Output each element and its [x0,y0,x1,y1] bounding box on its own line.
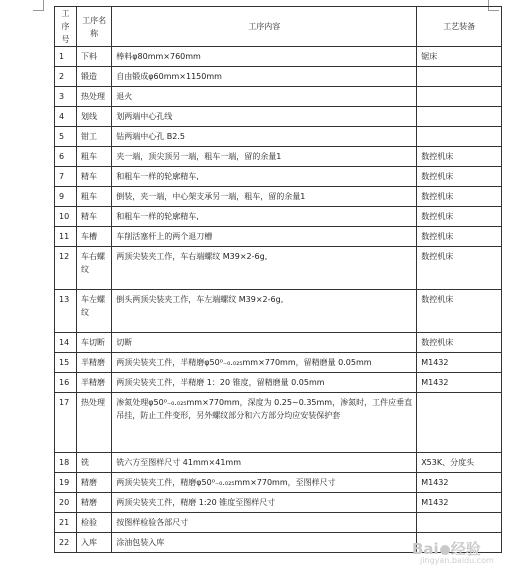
cell-step-no: 10 [55,207,77,227]
cell-step-content: 两顶尖装夹工件，半精磨 1：20 锥度，留精磨量 0.05mm [112,373,417,393]
cell-step-content: 倒装，夹一端，中心架支承另一端，粗车，留的余量1 [112,187,417,207]
cell-step-no: 20 [55,493,77,513]
header-step-content: 工序内容 [112,7,417,47]
table-row [55,207,502,227]
cell-equipment: 锯床 [417,47,502,67]
cell-step-content: 两顶尖装夹工件，精磨φ50⁰₋₀.₀₂₅mm×770mm，至图样尺寸 [112,473,417,493]
table-row [55,453,502,473]
cell-step-name: 检验 [77,513,112,533]
cell-step-content: 自由锻成φ60mm×1150mm [112,67,417,87]
cell-step-content: 划两端中心孔线 [112,107,417,127]
cell-equipment: X53K、分度头 [417,453,502,473]
table-row [55,147,502,167]
cell-equipment: M1432 [417,373,502,393]
cell-equipment [417,67,502,87]
cell-step-name: 下料 [77,47,112,67]
table-row [55,333,502,353]
cell-step-name: 精车 [77,207,112,227]
cell-step-no: 14 [55,333,77,353]
header-step-name: 工序名称 [77,7,112,47]
table-row [55,47,502,67]
table-row [55,473,502,493]
table-row [55,87,502,107]
cell-step-name: 铣 [77,453,112,473]
cell-equipment: 数控机床 [417,187,502,207]
table-row [55,393,502,453]
cell-step-name: 划线 [77,107,112,127]
cell-step-no: 7 [55,167,77,187]
cell-step-content: 车削活塞杆上的两个退刀槽 [112,227,417,247]
cell-equipment [417,127,502,147]
cell-step-name: 粗车 [77,147,112,167]
table-row [55,107,502,127]
cell-step-name: 入库 [77,533,112,553]
cell-step-name: 精车 [77,167,112,187]
cell-step-no: 13 [55,290,77,333]
cell-step-content: 切断 [112,333,417,353]
table-row [55,290,502,333]
cell-step-content: 棒料φ80mm×760mm [112,47,417,67]
cell-step-name: 车左螺纹 [77,290,112,333]
cell-step-no: 19 [55,473,77,493]
cell-step-content: 和粗车一样的轮廓精车, [112,167,417,187]
table-row [55,227,502,247]
cell-step-no: 22 [55,533,77,553]
cell-step-no: 17 [55,393,77,453]
cell-equipment: 数控机床 [417,147,502,167]
cell-step-content: 退火 [112,87,417,107]
table-row [55,353,502,373]
cell-step-no: 5 [55,127,77,147]
cell-step-name: 车右螺纹 [77,247,112,290]
table-row [55,373,502,393]
cell-step-name: 精磨 [77,473,112,493]
header-equipment: 工艺装备 [417,7,502,47]
cell-step-content: 铣六方至图样尺寸 41mm×41mm [112,453,417,473]
watermark-logo: Bai 经验 [412,540,481,558]
cell-step-content: 两顶尖装夹工作，车右端螺纹 M39×2-6g, [112,247,417,290]
cell-equipment: M1432 [417,493,502,513]
cell-step-no: 6 [55,147,77,167]
cell-step-name: 半精磨 [77,353,112,373]
cell-equipment: M1432 [417,353,502,373]
cell-step-name: 车槽 [77,227,112,247]
cell-step-no: 21 [55,513,77,533]
cell-step-name: 热处理 [77,393,112,453]
cell-step-name: 粗车 [77,187,112,207]
cell-equipment [417,107,502,127]
table-row [55,167,502,187]
cell-step-content: 两顶尖装夹工件，精磨 1:20 锥度至图样尺寸 [112,493,417,513]
cell-equipment [417,393,502,453]
cell-equipment: M1432 [417,473,502,493]
cell-step-no: 11 [55,227,77,247]
cell-step-no: 18 [55,453,77,473]
cell-equipment: 数控机床 [417,290,502,333]
table-row [55,493,502,513]
header-step-no: 工序号 [55,7,77,47]
cell-step-no: 1 [55,47,77,67]
cell-step-name: 半精磨 [77,373,112,393]
cell-step-no: 12 [55,247,77,290]
cell-equipment [417,513,502,533]
cell-step-content: 倒头两顶尖装夹工作，车左端螺纹 M39×2-6g, [112,290,417,333]
cell-step-no: 2 [55,67,77,87]
cell-equipment: 数控机床 [417,207,502,227]
cell-step-content: 两顶尖装夹工件，半精磨φ50⁰₋₀.₀₂₅mm×770mm，留精磨量 0.05mm [112,353,417,373]
table-row [55,513,502,533]
cell-step-content: 夹一端，顶尖顶另一端，粗车一端，留的余量1 [112,147,417,167]
cell-step-content: 钻两端中心孔 B2.5 [112,127,417,147]
cell-step-content: 涂油包装入库 [112,533,417,553]
crop-mark-left [33,0,44,11]
cell-equipment: 数控机床 [417,167,502,187]
cell-equipment: 数控机床 [417,247,502,290]
cell-step-no: 16 [55,373,77,393]
cell-step-name: 车切断 [77,333,112,353]
cell-step-name: 锻造 [77,67,112,87]
cell-equipment [417,87,502,107]
cell-step-content: 和粗车一样的轮廓精车, [112,207,417,227]
cell-step-name: 精磨 [77,493,112,513]
process-table [54,6,502,553]
cell-equipment: 数控机床 [417,227,502,247]
paw-icon [440,545,450,555]
cell-step-no: 15 [55,353,77,373]
table-header-row [55,7,502,47]
cell-step-name: 热处理 [77,87,112,107]
watermark-url: jingyan.baidu.com [420,556,494,565]
table-row [55,67,502,87]
table-row [55,247,502,290]
cell-step-no: 4 [55,107,77,127]
cell-step-content: 按图样检验各部尺寸 [112,513,417,533]
cell-step-no: 9 [55,187,77,207]
cell-step-no: 3 [55,87,77,107]
table-row [55,187,502,207]
cell-step-content: 渗氮处理φ50⁰₋₀.₀₂₅mm×770mm，深度为 0.25~0.35mm，渗氮时，工件应垂直吊挂，防止工件变形，另外螺纹部分和六方部分均应安装保护套 [112,393,417,453]
table-row [55,127,502,147]
cell-step-name: 钳工 [77,127,112,147]
cell-equipment: 数控机床 [417,333,502,353]
